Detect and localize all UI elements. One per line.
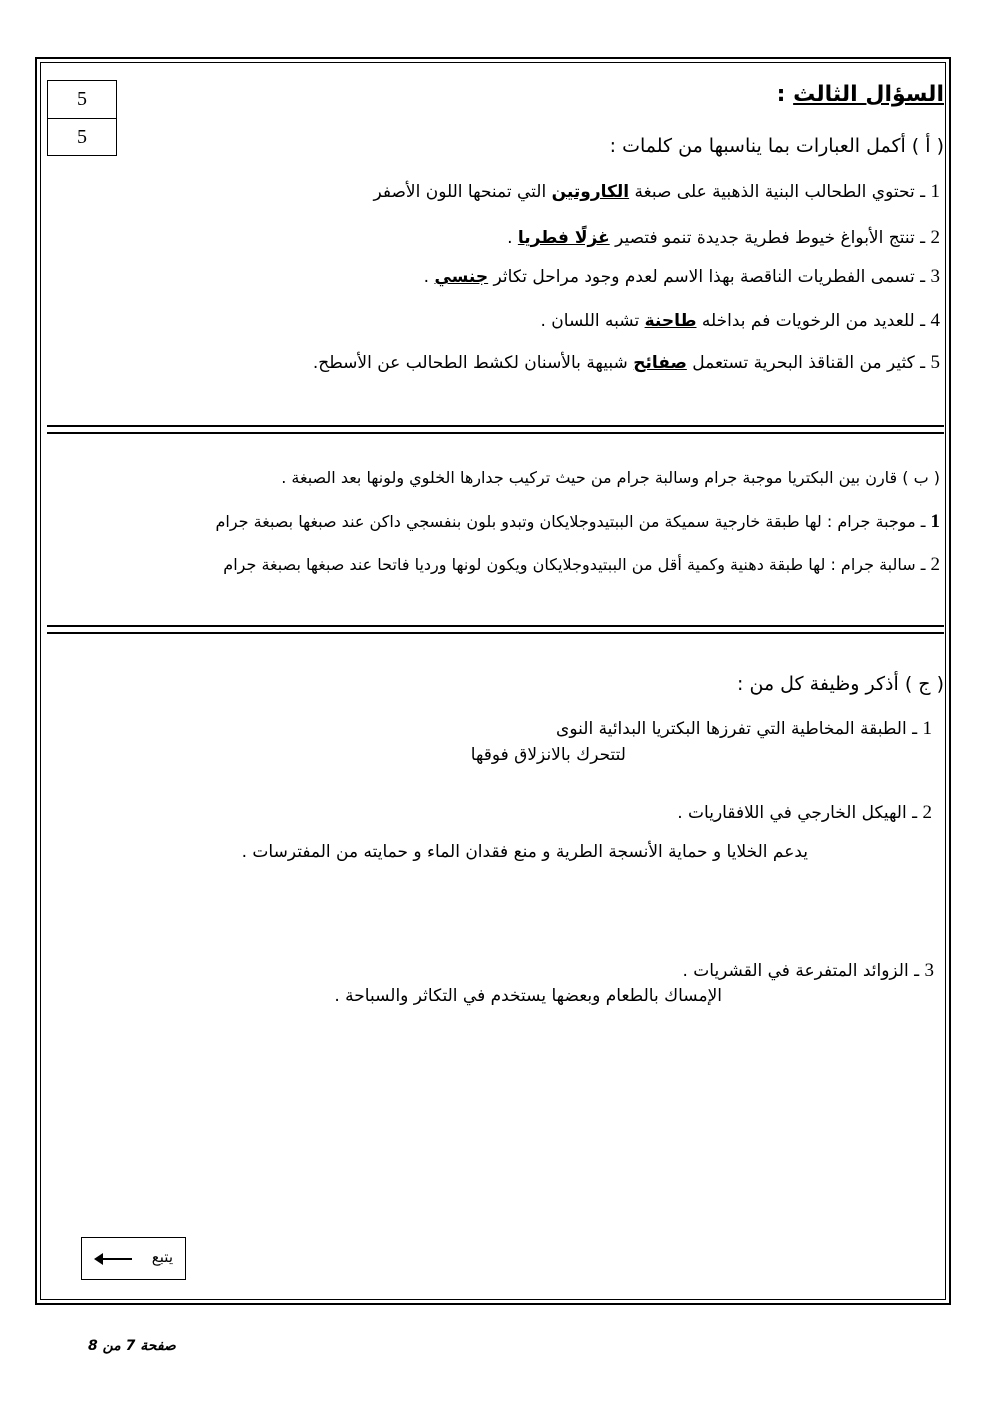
follow-button[interactable] — [81, 1237, 186, 1280]
part-a-item-4: 4 ـ للعديد من الرخويات فم بداخله طاحنة تشبه اللسان . — [540, 310, 940, 331]
part-c-item-3-answer: الإمساك بالطعام وبعضها يستخدم في التكاثر والسباحة . — [334, 986, 722, 1006]
question-title: السؤال الثالث : — [776, 82, 944, 107]
follow-label: يتبع — [151, 1248, 173, 1266]
part-b-heading: ( ب ) قارن بين البكتريا موجبة جرام وسالبة جرام من حيث تركيب جدارها الخلوي ولونها بعد الصبغة . — [281, 468, 940, 487]
part-a-item-1: 1 ـ تحتوي الطحالب البنية الذهبية على صبغة الكاروتين التي تمنحها اللون الأصفر — [373, 181, 940, 202]
part-c-item-1-answer: لتتحرك بالانزلاق فوقها — [470, 745, 626, 765]
part-c-heading: ( ج ) أذكر وظيفة كل من : — [737, 673, 944, 695]
part-a-heading: ( أ ) أكمل العبارات بما يناسبها من كلمات : — [609, 135, 944, 157]
page-number: صفحة 7 من 8 — [88, 1338, 176, 1354]
question-title-label: السؤال الثالث — [793, 82, 944, 107]
part-c-item-1-question: 1 ـ الطبقة المخاطية التي تفرزها البكتريا البدائية النوى — [556, 718, 932, 739]
section-divider-2 — [47, 625, 944, 634]
part-c-item-3-question: 3 ـ الزوائد المتفرعة في القشريات . — [682, 960, 934, 981]
part-b-item-1: 1 ـ موجبة جرام : لها طبقة خارجية سميكة من الببتيدوجلايكان وتبدو بلون بنفسجي داكن عند صبغها بصبغة جرام — [215, 511, 940, 532]
part-a-item-3: 3 ـ تسمى الفطريات الناقصة بهذا الاسم لعدم وجود مراحل تكاثر جنسي . — [423, 266, 940, 287]
part-c-item-2-question: 2 ـ الهيكل الخارجي في اللافقاريات . — [677, 802, 932, 823]
part-b-item-2: 2 ـ سالبة جرام : لها طبقة دهنية وكمية أقل من الببتيدوجلايكان ويكون لونها ورديا فاتحا عند صبغها بصبغة جرام — [223, 554, 940, 575]
arrow-left-icon — [96, 1258, 132, 1260]
part-a-item-2: 2 ـ تنتج الأبواغ خيوط فطرية جديدة تنمو فتصير غزلًا فطريا . — [507, 227, 940, 248]
score-top: 5 — [48, 81, 116, 119]
part-c-item-2-answer: يدعم الخلايا و حماية الأنسجة الطرية و منع فقدان الماء و حمايته من المفترسات . — [241, 842, 808, 862]
part-a-item-5: 5 ـ كثير من القناقذ البحرية تستعمل صفائح شبيهة بالأسنان لكشط الطحالب عن الأسطح. — [312, 352, 940, 373]
score-bottom: 5 — [77, 126, 87, 148]
score-box — [47, 80, 117, 156]
section-divider-1 — [47, 425, 944, 434]
